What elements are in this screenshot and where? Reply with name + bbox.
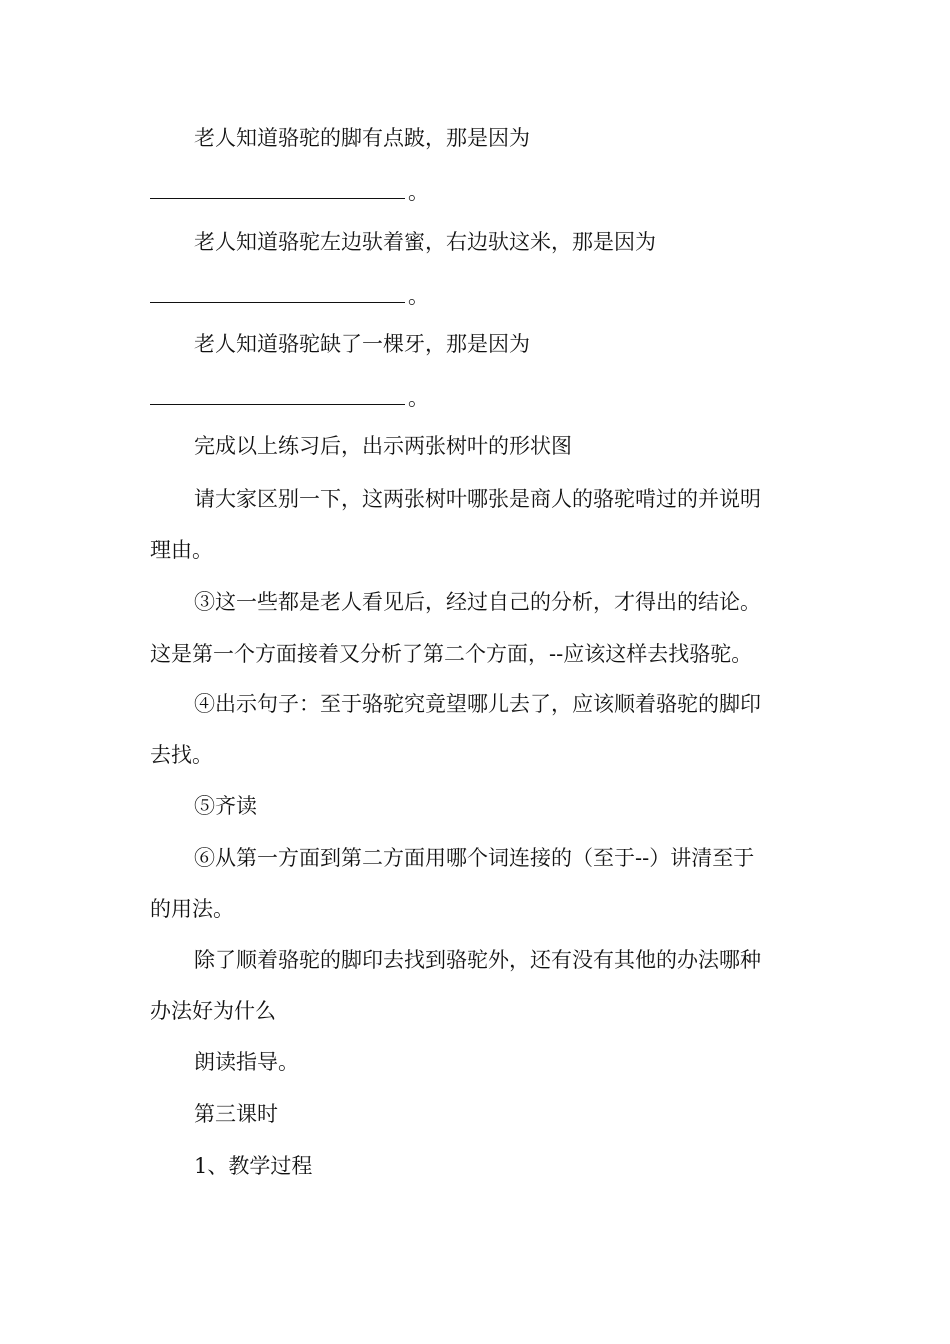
paragraph-other-methods: 除了顺着骆驼的脚印去找到骆驼外，还有没有其他的办法哪种 [194, 948, 761, 972]
paragraph-leaf-exercise: 完成以上练习后，出示两张树叶的形状图 [194, 434, 572, 458]
paragraph-limp-question: 老人知道骆驼的脚有点跛，那是因为 [194, 126, 530, 150]
period-mark: 。 [408, 284, 429, 308]
period-mark: 。 [408, 180, 429, 204]
paragraph-reading-guidance: 朗读指导。 [194, 1050, 299, 1074]
section-heading-teaching-process: 1、教学过程 [194, 1154, 313, 1178]
paragraph-step-6-cont: 的用法。 [150, 897, 234, 921]
paragraph-distinguish-leaves: 请大家区别一下，这两张树叶哪张是商人的骆驼啃过的并说明 [194, 487, 761, 511]
paragraph-load-question: 老人知道骆驼左边驮着蜜，右边驮这米，那是因为 [194, 230, 656, 254]
section-heading-third-lesson: 第三课时 [194, 1102, 278, 1126]
answer-blank-line [150, 384, 810, 412]
period-mark: 。 [408, 386, 429, 410]
fill-in-blank [150, 386, 405, 405]
paragraph-step-6: ⑥从第一方面到第二方面用哪个词连接的（至于--）讲清至于 [194, 846, 755, 870]
answer-blank-line [150, 178, 810, 206]
paragraph-step-3: ③这一些都是老人看见后，经过自己的分析，才得出的结论。 [194, 590, 761, 614]
paragraph-step-4: ④出示句子：至于骆驼究竟望哪儿去了，应该顺着骆驼的脚印 [194, 692, 761, 716]
paragraph-step-4-cont: 去找。 [150, 743, 213, 767]
paragraph-step-5: ⑤齐读 [194, 794, 257, 818]
paragraph-other-methods-cont: 办法好为什么 [150, 999, 276, 1023]
fill-in-blank [150, 180, 405, 199]
paragraph-distinguish-leaves-cont: 理由。 [150, 538, 213, 562]
fill-in-blank [150, 284, 405, 303]
answer-blank-line [150, 282, 810, 310]
paragraph-step-3-cont: 这是第一个方面接着又分析了第二个方面，--应该这样去找骆驼。 [150, 642, 753, 666]
paragraph-tooth-question: 老人知道骆驼缺了一棵牙，那是因为 [194, 332, 530, 356]
